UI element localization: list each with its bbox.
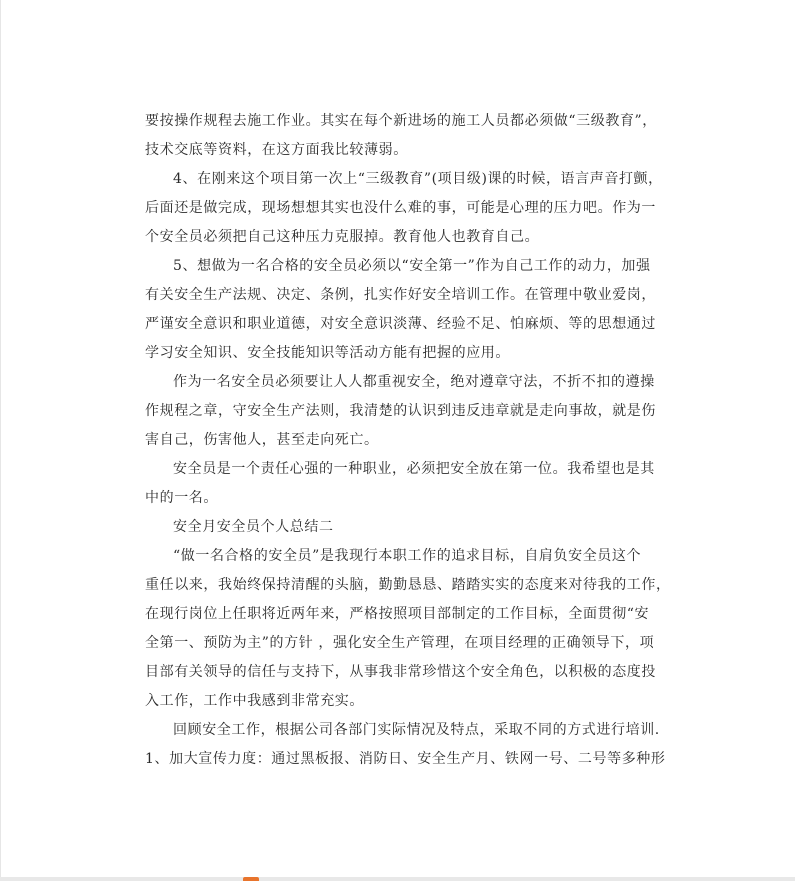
- text-line: 技术交底等资料，在这方面我比较薄弱。: [145, 142, 408, 158]
- cursor-marker: [243, 877, 259, 881]
- text-line: 个安全员必须把自己这种压力克服掉。教育他人也教育自己。: [145, 229, 540, 245]
- text-line: 后面还是做完成，现场想想其实也没什么难的事，可能是心理的压力吧。作为一: [145, 200, 656, 216]
- section-heading: 安全月安全员个人总结二: [173, 519, 334, 535]
- text-line: 作为一名安全员必须要让人人都重视安全，绝对遵章守法，不折不扣的遵操: [173, 374, 655, 390]
- text-line: 回顾安全工作，根据公司各部门实际情况及特点，采取不同的方式进行培训.: [173, 722, 660, 738]
- text-line: 在现行岗位上任职将近两年来，严格按照项目部制定的工作目标，全面贯彻“安: [145, 606, 650, 622]
- text-line: 作规程之章，守安全生产法则，我清楚的认识到违反违章就是走向事故，就是伤: [145, 403, 656, 419]
- text-line: 入工作，工作中我感到非常充实。: [145, 693, 364, 709]
- text-line: 目部有关领导的信任与支持下，从事我非常珍惜这个安全角色，以积极的态度投: [145, 664, 656, 680]
- text-line: 中的一名。: [145, 490, 218, 506]
- document-body: [145, 107, 671, 774]
- text-line: 有关安全生产法规、决定、条例，扎实作好安全培训工作。在管理中敬业爱岗，: [145, 287, 656, 303]
- text-line: “做一名合格的安全员”是我现行本职工作的追求目标，自肩负安全员这个: [173, 548, 642, 564]
- text-line: 严谨安全意识和职业道德，对安全意识淡薄、经验不足、怕麻烦、等的思想通过: [145, 316, 656, 332]
- page-bottom-edge: [0, 877, 795, 881]
- text-line: 4、在刚来这个项目第一次上“三级教育”(项目级)课的时候，语言声音打颤，: [173, 171, 663, 187]
- text-line: 重任以来，我始终保持清醒的头脑，勤勤恳恳、踏踏实实的态度来对待我的工作，: [145, 577, 671, 593]
- text-line: 5、想做为一名合格的安全员必须以“安全第一”作为自己工作的动力，加强: [173, 258, 651, 274]
- text-line: 全第一、预防为主”的方针 ，强化安全生产管理，在项目经理的正确领导下，项: [145, 635, 655, 651]
- text-line: 1、加大宣传力度：通过黑板报、消防日、安全生产月、铁网一号、二号等多种形: [145, 751, 666, 767]
- text-line: 学习安全知识、安全技能知识等活动方能有把握的应用。: [145, 345, 510, 361]
- text-line: 安全员是一个责任心强的一种职业，必须把安全放在第一位。我希望也是其: [173, 461, 655, 477]
- text-line: 要按操作规程去施工作业。其实在每个新进场的施工人员都必须做“三级教育”，: [145, 113, 657, 129]
- text-line: 害自己，伤害他人，甚至走向死亡。: [145, 432, 379, 448]
